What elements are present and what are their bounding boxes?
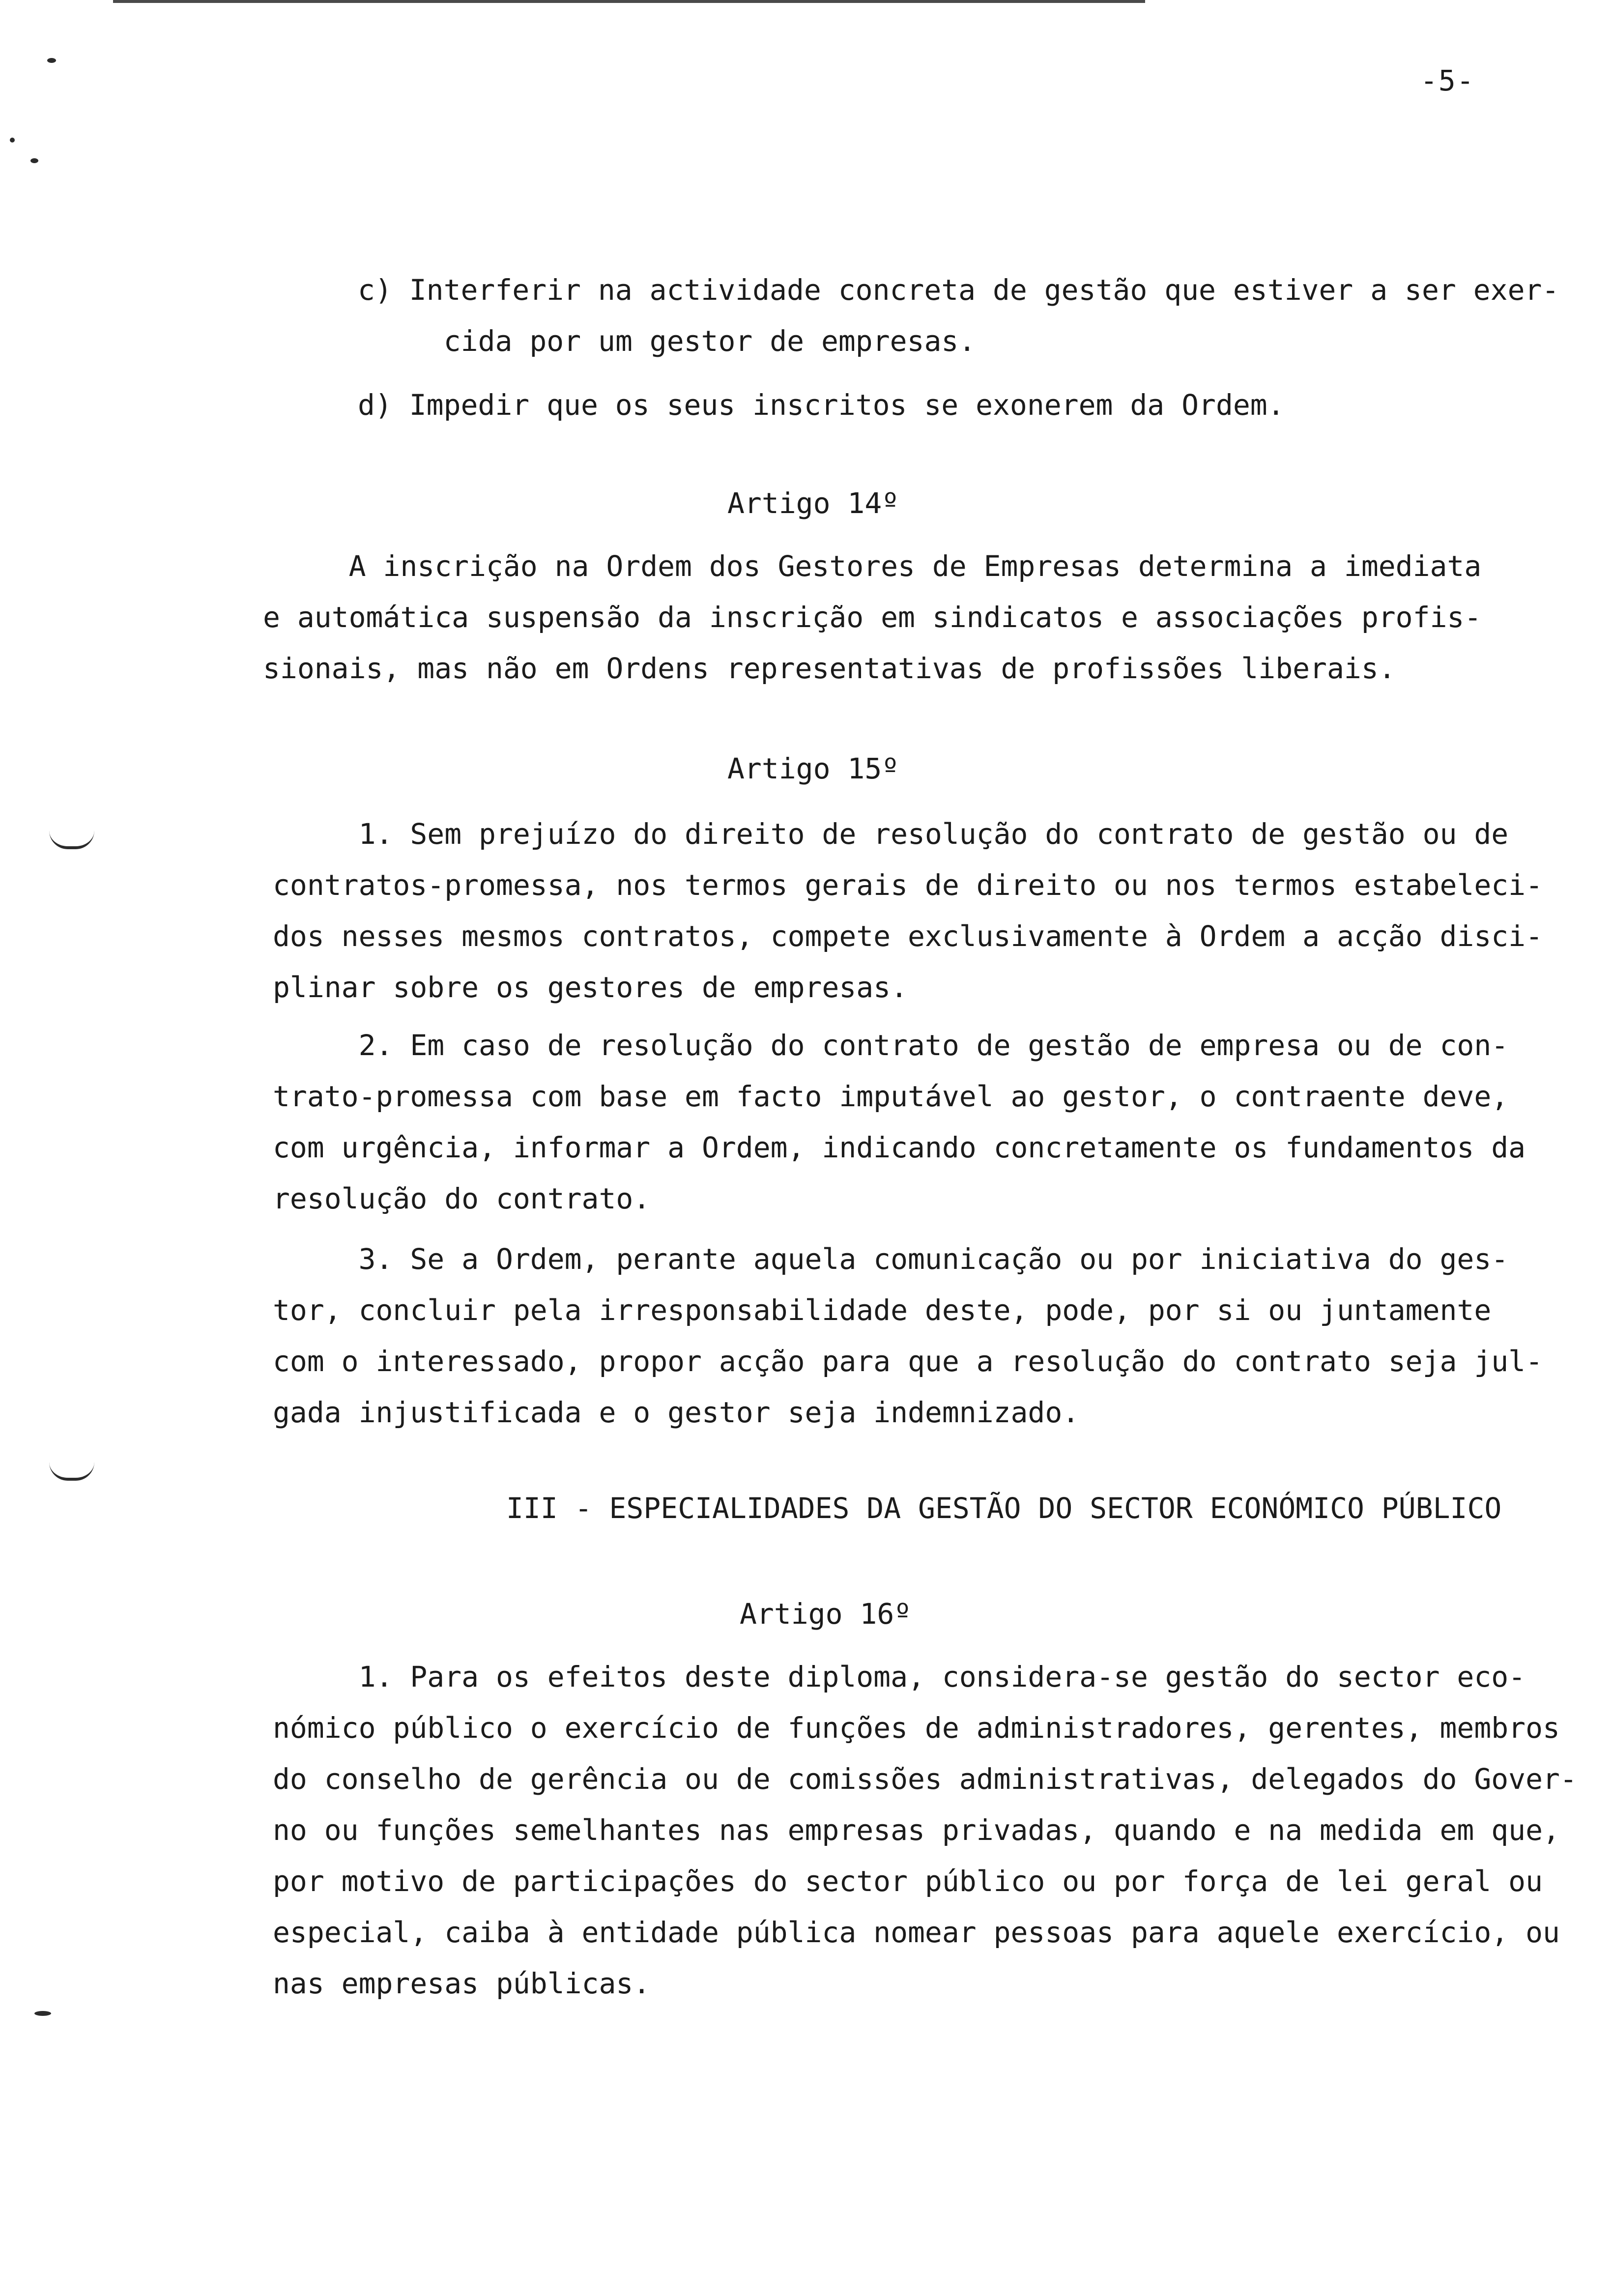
text-line: nas empresas públicas. bbox=[273, 1967, 651, 2000]
article-15-paragraph-1 bbox=[273, 808, 1543, 1013]
text-line: A inscrição na Ordem dos Gestores de Empresas determina a imediata bbox=[263, 549, 1482, 583]
text-line: por motivo de participações do sector público ou por força de lei geral ou bbox=[273, 1865, 1543, 1898]
article-15-heading: Artigo 15º bbox=[727, 752, 899, 785]
article-15-paragraph-2 bbox=[273, 1020, 1526, 1224]
text-line: resolução do contrato. bbox=[273, 1182, 651, 1215]
text-line: dos nesses mesmos contratos, compete exclusivamente à Ordem a acção disci- bbox=[273, 919, 1543, 953]
text-line: especial, caiba à entidade pública nomear pessoas para aquele exercício, ou bbox=[273, 1916, 1560, 1949]
text-line: c) Interferir na actividade concreta de gestão que estiver a ser exer- bbox=[358, 273, 1559, 307]
text-line: 1. Para os efeitos deste diploma, considera-se gestão do sector eco- bbox=[273, 1660, 1526, 1693]
text-line: do conselho de gerência ou de comissões administrativas, delegados do Gover- bbox=[273, 1762, 1577, 1796]
text-line: com o interessado, propor acção para que a resolução do contrato seja jul- bbox=[273, 1345, 1543, 1378]
text-line: gada injustificada e o gestor seja indemnizado. bbox=[273, 1396, 1080, 1429]
text-line: nómico público o exercício de funções de administradores, gerentes, membros bbox=[273, 1711, 1560, 1745]
text-line: contratos-promessa, nos termos gerais de direito ou nos termos estabeleci- bbox=[273, 868, 1543, 902]
text-line: tor, concluir pela irresponsabilidade deste, pode, por si ou juntamente bbox=[273, 1293, 1492, 1327]
text-line: 3. Se a Ordem, perante aquela comunicação ou por iniciativa do ges- bbox=[273, 1242, 1509, 1276]
article-16-paragraph-1 bbox=[273, 1651, 1577, 2009]
page-number: -5- bbox=[1420, 64, 1475, 97]
text-line: sionais, mas não em Ordens representativas de profissões liberais. bbox=[263, 652, 1396, 685]
article-14-body bbox=[263, 541, 1481, 694]
margin-speck bbox=[47, 58, 56, 63]
text-line: no ou funções semelhantes nas empresas privadas, quando e na medida em que, bbox=[273, 1813, 1560, 1847]
text-line: plinar sobre os gestores de empresas. bbox=[273, 971, 908, 1004]
margin-speck bbox=[34, 2011, 51, 2016]
list-item-c bbox=[358, 264, 1559, 367]
text-line: cida por um gestor de empresas. bbox=[392, 324, 976, 358]
article-16-heading: Artigo 16º bbox=[740, 1597, 912, 1631]
text-line: trato-promessa com base em facto imputável ao gestor, o contraente deve, bbox=[273, 1080, 1509, 1113]
text-line: e automática suspensão da inscrição em sindicatos e associações profis- bbox=[263, 601, 1482, 634]
margin-speck bbox=[30, 158, 38, 163]
punch-hole-mark bbox=[49, 831, 94, 849]
text-line: d) Impedir que os seus inscritos se exonerem da Ordem. bbox=[358, 388, 1285, 422]
list-item-d bbox=[358, 379, 1285, 430]
section-iii-heading: III - ESPECIALIDADES DA GESTÃO DO SECTOR ECONÓMICO PÚBLICO bbox=[506, 1492, 1502, 1525]
article-15-paragraph-3 bbox=[273, 1234, 1543, 1438]
article-14-heading: Artigo 14º bbox=[727, 487, 899, 520]
text-line: 1. Sem prejuízo do direito de resolução do contrato de gestão ou de bbox=[273, 817, 1509, 851]
punch-hole-mark bbox=[49, 1462, 94, 1481]
margin-speck bbox=[10, 138, 15, 143]
top-edge-rule bbox=[113, 0, 1145, 3]
text-line: 2. Em caso de resolução do contrato de gestão de empresa ou de con- bbox=[273, 1029, 1509, 1062]
text-line: com urgência, informar a Ordem, indicando concretamente os fundamentos da bbox=[273, 1131, 1526, 1164]
